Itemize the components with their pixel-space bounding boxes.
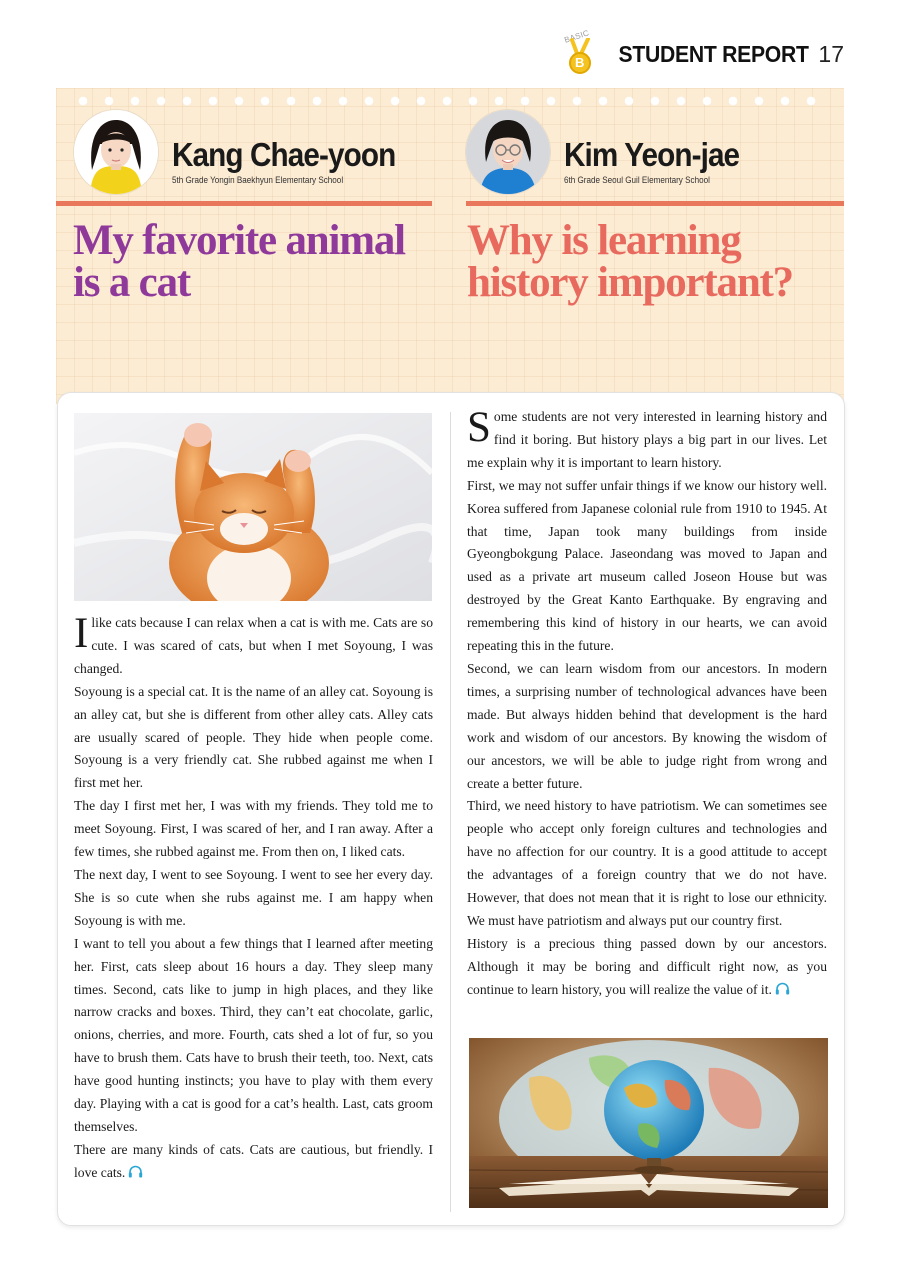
drop-cap: S xyxy=(467,404,491,451)
title-rule-left xyxy=(56,201,432,206)
article-title-right xyxy=(467,217,843,306)
paragraph-text: There are many kinds of cats. Cats are cautious, but friendly. I love cats. xyxy=(74,1141,433,1180)
title-line: Why is learning xyxy=(467,217,741,264)
page-number: 17 xyxy=(818,40,844,67)
paragraph-text: like cats because I can relax when a cat is with me. Cats are so cute. I was scared of cats, but when I met Soyoung, I was changed. xyxy=(74,615,433,676)
author-name-left: Kang Chae-yoon xyxy=(172,136,396,173)
badge-letter: B xyxy=(569,52,591,74)
author-school-left: 5th Grade Yongin Baekhyun Elementary School xyxy=(172,175,344,185)
avatar-left xyxy=(74,110,158,194)
globe-photo xyxy=(469,1038,828,1208)
paragraph xyxy=(74,1139,433,1185)
report-title: STUDENT REPORT xyxy=(618,40,809,67)
author-left xyxy=(74,110,420,194)
decorative-dots xyxy=(70,96,830,106)
author-right xyxy=(466,110,759,194)
drop-cap: I xyxy=(74,610,89,657)
article-title-left xyxy=(73,217,443,306)
paragraph xyxy=(74,612,433,681)
headphones-icon xyxy=(775,982,790,995)
title-line: history important? xyxy=(467,259,793,306)
paragraph: First, we may not suffer unfair things if we know our history well. Korea suffered from Japanese colonial rule from 1910 to 1945. At that time, Japan took many buildings from inside Gyeongbokgung Palace. Jaseondang was moved to Japan and used as a private art museum called Joseon House but was destroyed by the Great Kanto Earthquake. By engraving and remembering this kind of history in our hearts, we can avoid repeating this in the future. xyxy=(467,477,827,654)
author-name-right: Kim Yeon-jae xyxy=(564,136,740,173)
paragraph-text: ome students are not very interested in learning history and find it boring. But history plays a big part in our lives. Let me explain why it is important to learn history. xyxy=(467,409,827,470)
paragraph: Third, we need history to have patriotism. We can sometimes see people who accept only foreign cultures and technologies and have no affection for our country. It is a good attitude to accept the advantages of a foreign country that we do not have. However, that does not mean that it is right to lose our ethnicity. We must have patriotism and always put our country first. xyxy=(467,798,827,928)
paragraph-text: History is a precious thing passed down by our ancestors. Although it may be boring and difficult right now, as you continue to learn history, you will realize the value of it. xyxy=(467,935,827,997)
paragraph: Soyoung is a special cat. It is the name of an alley cat. Soyoung is an alley cat, but she is different from other alley cats. Alley cats are usually scared of people. They hide when people come. Soyoung is a very friendly cat. She rubbed against me when I first met her. xyxy=(74,683,433,791)
sleeping-kitten-icon xyxy=(74,413,432,601)
paragraph: Second, we can learn wisdom from our ancestors. In modern times, a surprising number of technological advances have been made. But always hidden behind that development is the hard work and wisdom of our ancestors. By knowing the wisdom of our ancestors, we will be able to judge right from wrong and create a better future. xyxy=(467,660,827,791)
cat-photo xyxy=(74,413,432,601)
avatar-right xyxy=(466,110,550,194)
badge-word: BASIC xyxy=(562,28,591,45)
column-divider xyxy=(450,412,451,1212)
page-header xyxy=(564,30,844,78)
globe-on-book-icon xyxy=(469,1038,828,1208)
basic-badge-logo xyxy=(562,28,594,76)
paragraph: The next day, I went to see Soyoung. I went to see her every day. She is so cute when she rubs against me. I am happy when Soyoung is with me. xyxy=(74,866,433,928)
paragraph xyxy=(467,933,827,1002)
title-rule-right xyxy=(466,201,844,206)
paragraph: The day I first met her, I was with my friends. They told me to meet Soyoung. First, I was scared of her, and I ran away. After a few times, she rubbed against me. From then on, I liked cats. xyxy=(74,798,433,860)
title-banner xyxy=(56,88,844,404)
girl-with-glasses-portrait-icon xyxy=(466,110,550,194)
headphones-icon xyxy=(128,1165,143,1178)
title-line: is a cat xyxy=(73,259,190,306)
article-body-left xyxy=(74,612,433,1185)
article-body-right xyxy=(467,406,827,1002)
paragraph: I want to tell you about a few things that I learned after meeting her. First, cats sleep about 16 hours a day. They sleep many times. Second, cats like to jump in high places, and they like narrow cracks and boxes. Third, they can’t eat chocolate, garlic, onions, cherries, and more. Fourth, cats shed a lot of fur, so you have to brush them. Cats have to brush their teeth, too. Next, cats have good hunting instincts; you have to play with them every day. Playing with a cat is good for a cat’s health. Last, cats groom themselves. xyxy=(74,935,433,1134)
title-line: My favorite animal xyxy=(73,217,405,264)
author-school-right: 6th Grade Seoul Guil Elementary School xyxy=(564,175,710,185)
girl-portrait-icon xyxy=(74,110,158,194)
paragraph xyxy=(467,406,827,475)
